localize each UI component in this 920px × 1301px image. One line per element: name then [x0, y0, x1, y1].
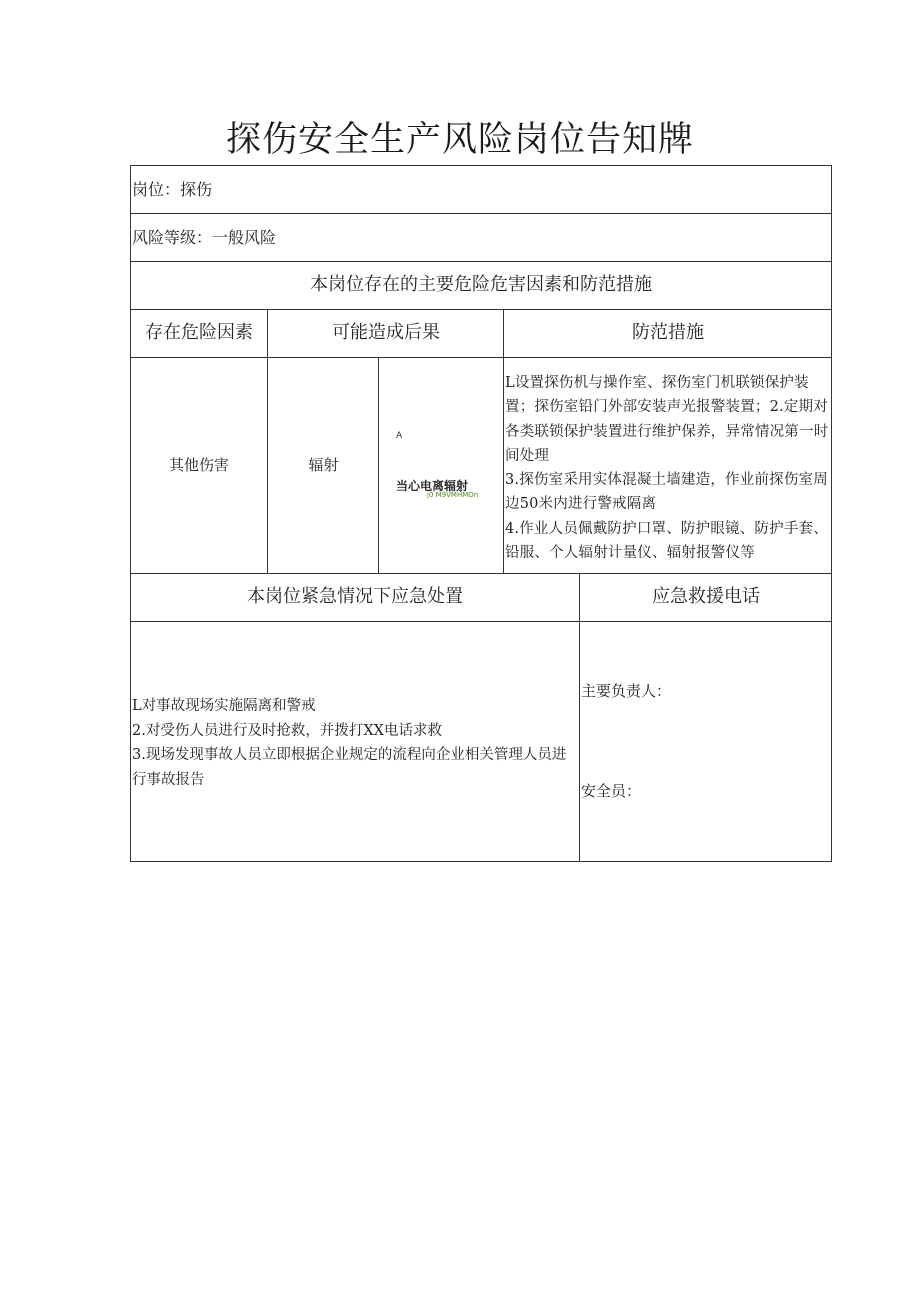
table-border-right — [831, 165, 832, 862]
prevention-measures: L设置探伤机与操作室、探伤室门机联锁保护装置；探伤室铅门外部安装声光报警装置；2.定期对各类联锁保护装置进行维护保养，异常情况第一时间处理 3.探伤室采用实体混凝土墙建造，作业前探伤室周边50米内进行警戒隔离 4.作业人员佩戴防护口罩、防护眼镜、防护手套、铅服、个人辐射计量仪、辐射报警仪等 — [505, 375, 829, 562]
row-divider — [130, 261, 832, 262]
header-measures: 防范措施 — [632, 322, 704, 343]
main-responsible-person: 主要负责人： — [581, 682, 672, 700]
column-divider — [267, 309, 268, 573]
emergency-phone-header: 应急救援电话 — [652, 586, 760, 607]
risk-notice-table — [130, 165, 832, 862]
emergency-procedure-header: 本岗位紧急情况下应急处置 — [247, 586, 463, 607]
hazards-section-header: 本岗位存在的主要危险危害因素和防范措施 — [310, 274, 652, 295]
warning-sign-text: 当心电离辐射 — [396, 479, 469, 493]
emergency-steps: L对事故现场实施隔离和警戒 2.对受伤人员进行及时抢救，并拨打XX电话求救 3.现场发现事故人员立即根据企业规定的流程向企业相关管理人员进行事故报告 — [132, 698, 567, 788]
header-hazard-factor: 存在危险因素 — [145, 322, 253, 343]
column-divider — [579, 573, 580, 861]
warning-sign-symbol: A — [396, 431, 403, 441]
row-divider — [130, 309, 832, 310]
row-divider — [130, 621, 832, 622]
table-border-left — [130, 165, 131, 862]
hazard-consequence: 辐射 — [308, 456, 339, 474]
post-label: 岗位：探伤 — [132, 180, 213, 199]
column-divider — [503, 309, 504, 573]
hazard-factor: 其他伤害 — [168, 456, 229, 474]
safety-officer: 安全员： — [581, 782, 642, 800]
table-border-bottom — [130, 861, 832, 862]
risk-level-label: 风险等级：一般风险 — [132, 228, 277, 247]
row-divider — [130, 213, 832, 214]
row-divider — [130, 573, 832, 574]
row-divider — [130, 357, 832, 358]
header-consequence: 可能造成后果 — [332, 322, 440, 343]
table-border-top — [130, 165, 832, 166]
page-title: 探伤安全生产风险岗位告知牌 — [225, 120, 694, 160]
warning-sign-subtext: j0 M9VMHMOn — [427, 491, 479, 499]
